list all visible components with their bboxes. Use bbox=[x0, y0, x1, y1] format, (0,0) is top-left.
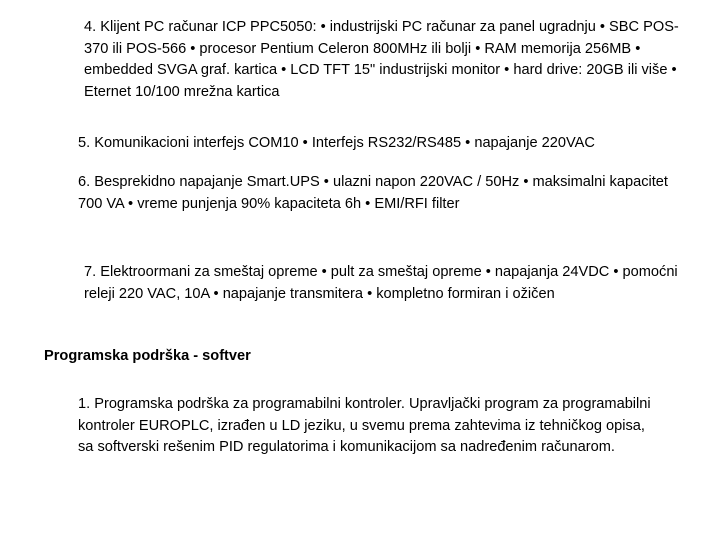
item-7-elektroormani: 7. Elektroormani za smeštaj opreme • pult za smeštaj opreme • napajanja 24VDC • pomoćni releji 220 VAC, 10A • napajanje transmitera • kompletno formiran i ožičen bbox=[84, 264, 678, 302]
item-5-komunikacioni-interfejs: 5. Komunikacioni interfejs COM10 • Interfejs RS232/RS485 • napajanje 220VAC bbox=[78, 135, 595, 151]
section-heading-software: Programska podrška - softver bbox=[44, 348, 251, 364]
item-4-klijent-pc: 4. Klijent PC računar ICP PPC5050: • industrijski PC računar za panel ugradnju • SBC POS-370 ili POS-566 • procesor Pentium Celeron 800MHz ili bolji • RAM memorija 256MB • embedded SVGA graf. kartica • LCD TFT 15" industrijski monitor • hard drive: 20GB ili više • Eternet 10/100 mrežna kartica bbox=[84, 19, 679, 100]
item-6-besprekidno-napajanje: 6. Besprekidno napajanje Smart.UPS • ulazni napon 220VAC / 50Hz • maksimalni kapacitet 700 VA • vreme punjenja 90% kapaciteta 6h • EMI/RFI filter bbox=[78, 174, 668, 212]
software-item-1: 1. Programska podrška za programabilni kontroler. Upravljački program za programabilni kontroler EUROPLC, izrađen u LD jeziku, u svemu prema zahtevima iz tehničkog opisa, sa softverski rešenim PID regulatorima i komunikacijom sa nadređenim računarom. bbox=[78, 396, 651, 456]
